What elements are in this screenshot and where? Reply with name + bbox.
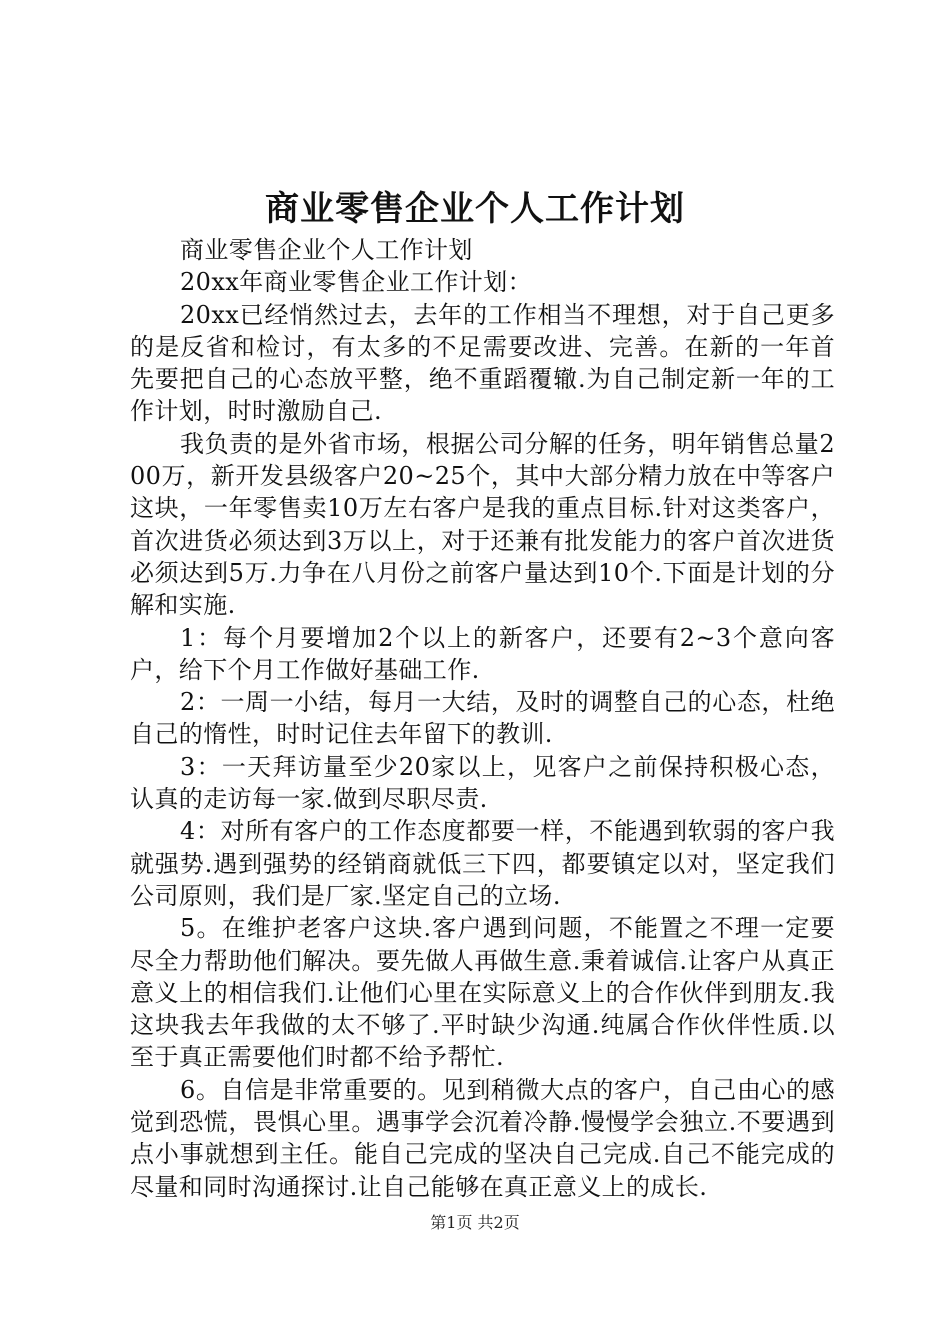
document-body xyxy=(130,234,835,1203)
paragraph-item-3: 3：一天拜访量至少20家以上，见客户之前保持积极心态，认真的走访每一家.做到尽职尽责. xyxy=(130,752,835,814)
document-title: 商业零售企业个人工作计划 xyxy=(265,189,685,229)
paragraph-subtitle: 商业零售企业个人工作计划 xyxy=(180,236,473,264)
paragraph-item-6: 6。自信是非常重要的。见到稍微大点的客户，自己由心的感觉到恐慌，畏惧心里。遇事学会沉着冷静.慢慢学会独立.不要遇到点小事就想到主任。能自己完成的坚决自己完成.自己不能完成的尽量和同时沟通探讨.让自己能够在真正意义上的成长. xyxy=(130,1075,835,1201)
paragraph-item-4: 4：对所有客户的工作态度都要一样，不能遇到软弱的客户我就强势.遇到强势的经销商就低三下四，都要镇定以对，坚定我们公司原则，我们是厂家.坚定自己的立场. xyxy=(130,817,835,910)
page-footer: 第1页 共2页 xyxy=(430,1213,520,1232)
paragraph-plan-heading: 20xx年商业零售企业工作计划： xyxy=(180,268,533,297)
paragraph-item-1: 1：每个月要增加2个以上的新客户，还要有2~3个意向客户，给下个月工作做好基础工作. xyxy=(130,623,835,684)
paragraph-item-5: 5。在维护老客户这块.客户遇到问题，不能置之不理一定要尽全力帮助他们解决。要先做人再做生意.秉着诚信.让客户从真正意义上的相信我们.让他们心里在实际意义上的合作伙伴到朋友.我这块我去年我做的太不够了.平时缺少沟通.纯属合作伙伴性质.以至于真正需要他们时都不给予帮忙. xyxy=(130,914,835,1072)
paragraph-intro: 20xx已经悄然过去，去年的工作相当不理想，对于自己更多的是反省和检讨，有太多的不足需要改进、完善。在新的一年首先要把自己的心态放平整，绝不重蹈覆辙.为自己制定新一年的工作计划，时时激励自己. xyxy=(130,300,835,426)
paragraph-item-2: 2：一周一小结，每月一大结，及时的调整自己的心态，杜绝自己的惰性，时时记住去年留下的教训. xyxy=(130,688,835,749)
paragraph-responsibility: 我负责的是外省市场，根据公司分解的任务，明年销售总量200万，新开发县级客户20~25个，其中大部分精力放在中等客户这块，一年零售卖10万左右客户是我的重点目标.针对这类客户，首次进货必须达到3万以上，对于还兼有批发能力的客户首次进货必须达到5万.力争在八月份之前客户量达到10个.下面是计划的分解和实施. xyxy=(130,429,835,620)
